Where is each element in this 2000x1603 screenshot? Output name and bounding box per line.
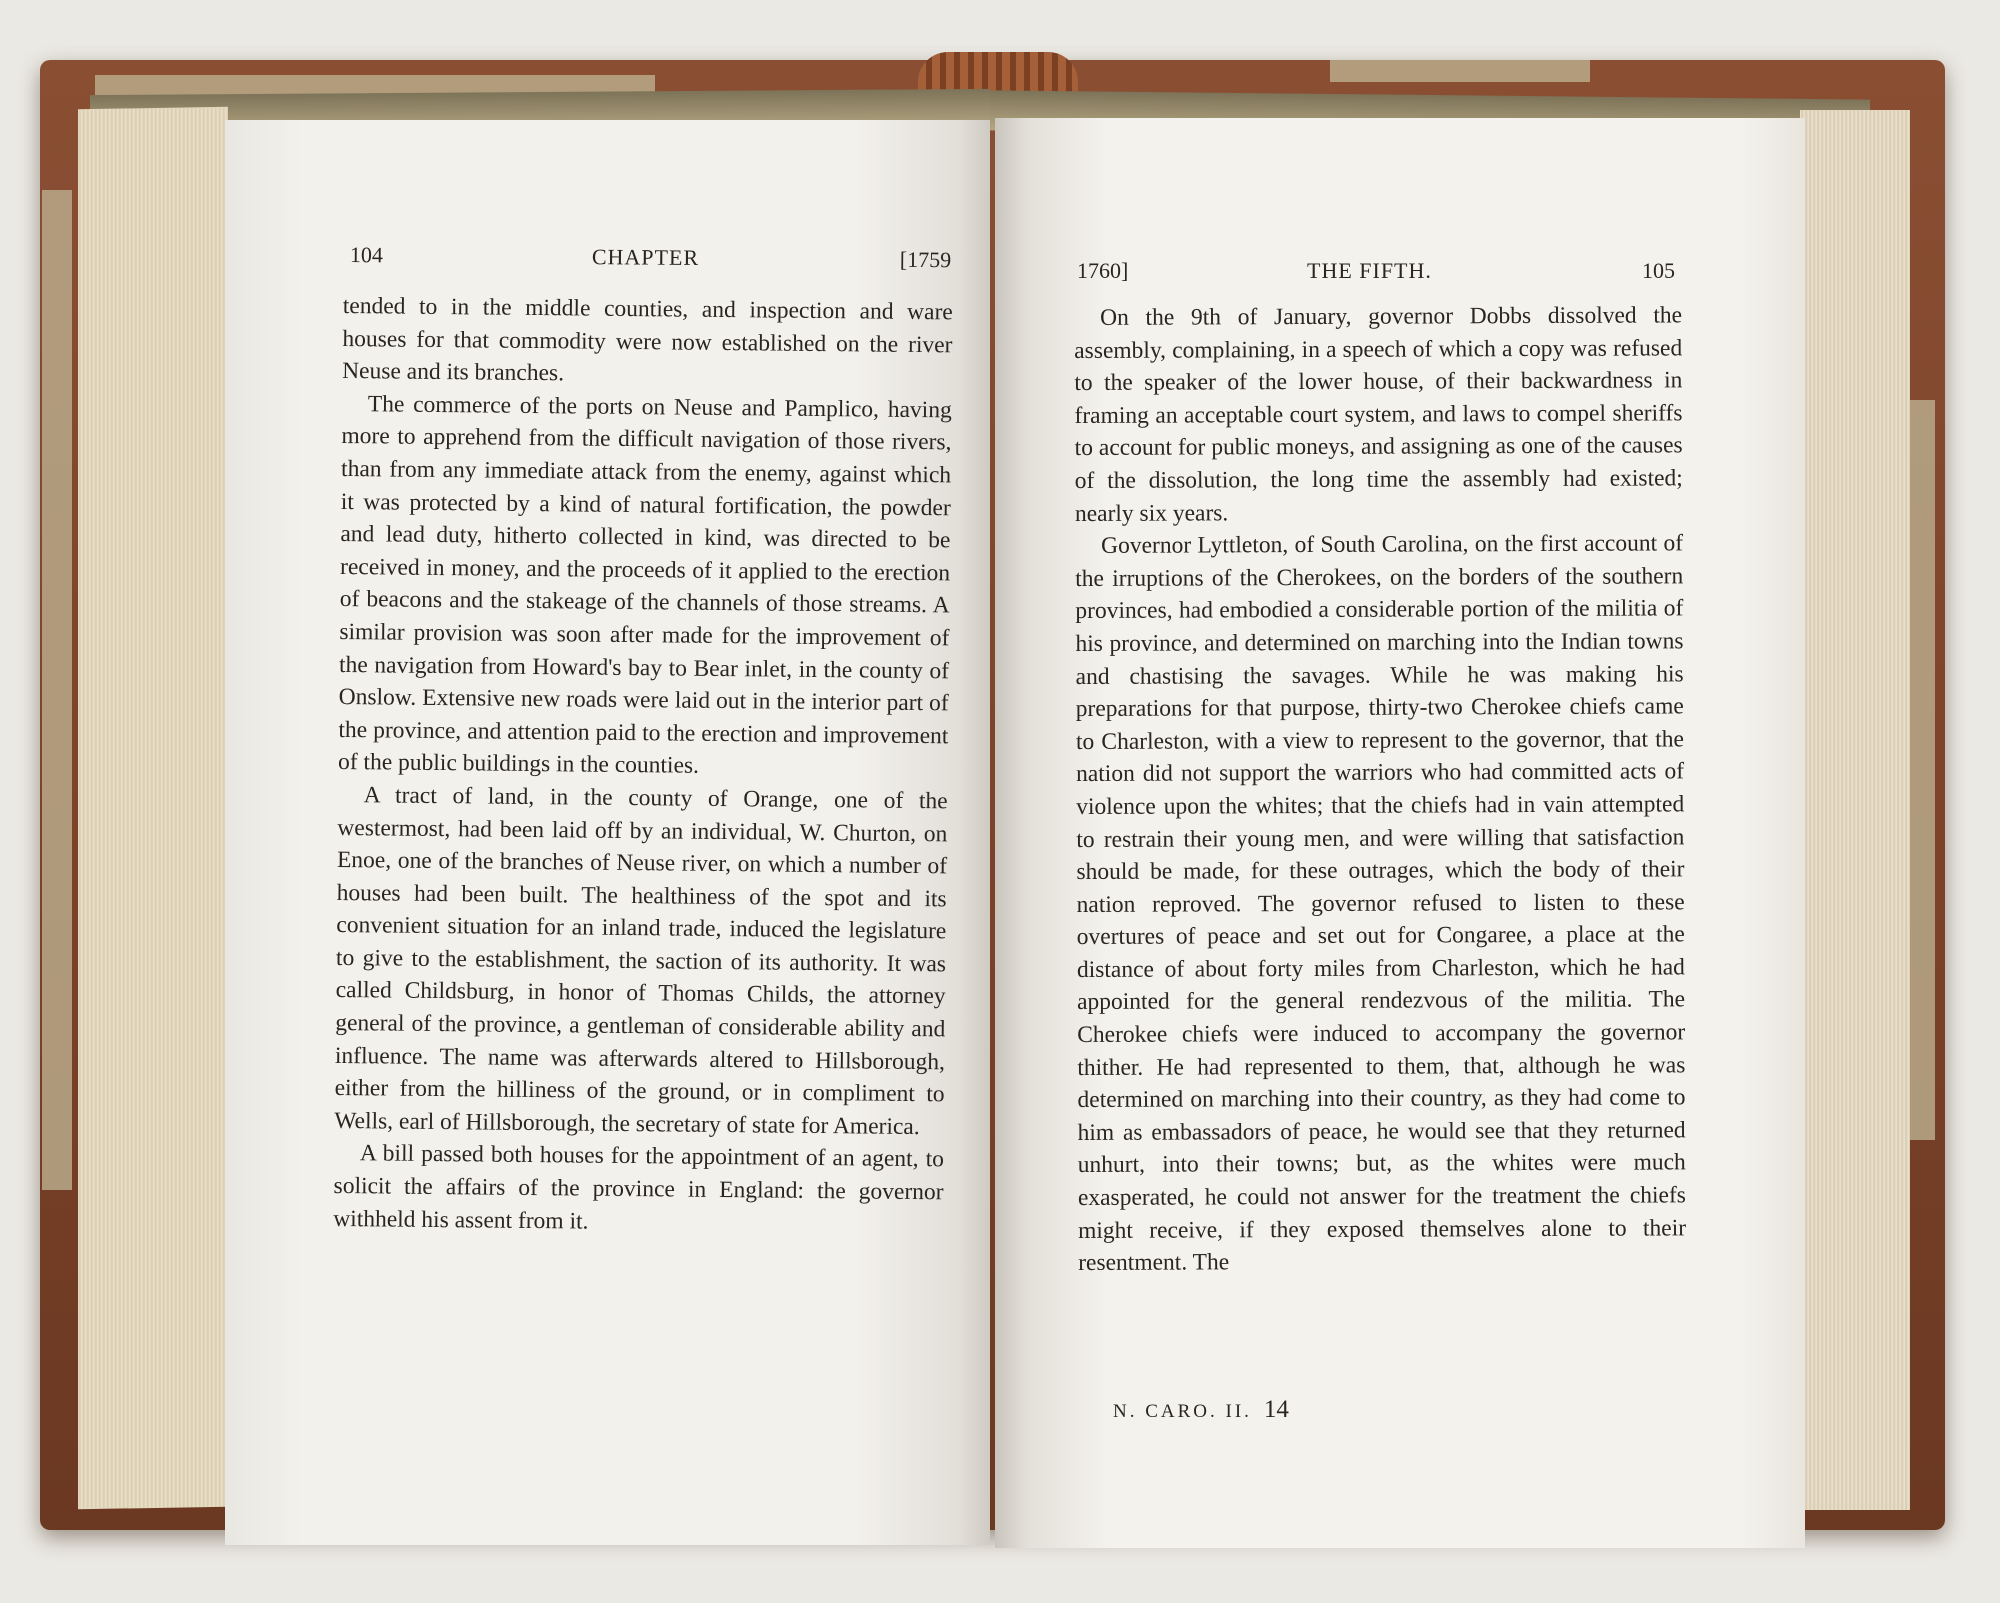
right-page-year: 1760] bbox=[1077, 258, 1129, 283]
paragraph: On the 9th of January, governor Dobbs dissolved the assembly, complaining, in a speech of which a copy was refused to the speaker of the lower house, of their backwardness in framing an acceptable court system, and laws to compel sheriffs to account for public moneys, and assigning as one of the causes of the dissolution, the long time the assembly had existed; nearly six years. bbox=[1074, 302, 1683, 527]
left-page-year: [1759 bbox=[899, 246, 952, 273]
cover-linen-left-corner bbox=[42, 190, 72, 1190]
signature-number: 14 bbox=[1263, 1396, 1289, 1423]
right-running-title: THE FIFTH. bbox=[1307, 258, 1432, 283]
left-page-text bbox=[333, 290, 953, 1242]
paragraph: A bill passed both houses for the appointment of an agent, to solicit the affairs of the province in England: the governor withheld his assent from it. bbox=[333, 1140, 945, 1235]
page-edges-right bbox=[1800, 110, 1910, 1510]
paragraph: The commerce of the ports on Neuse and Pamplico, having more to apprehend from the difficult navigation of those rivers, than from any immediate attack from the enemy, against which it was protected by a kind of natural fortification, the powder and lead duty, hitherto collected in kind, was directed to be received in money, and the proceeds of it applied to the erection of beacons and the stakeage of the channels of those streams. A similar provision was soon after made for the improvement of the navigation from Howard's bay to Bear inlet, in the county of Onslow. Extensive new roads were laid out in the interior part of the province, and attention paid to the erection and improvement of the public buildings in the counties. bbox=[337, 391, 952, 780]
signature-mark bbox=[1113, 1396, 1289, 1424]
signature-text: N. CARO. II. bbox=[1113, 1401, 1252, 1422]
right-page-header bbox=[1077, 258, 1681, 298]
paragraph: A tract of land, in the county of Orange, one of the westermost, had been laid off by an individual, W. Churton, on Enoe, one of the branches of Neuse river, on which a number of houses had been built. The healthiness of the spot and its convenient situation for an inland trade, induced the legislature to give to the establishment, the saction of its authority. It was called Childsburg, in honor of Thomas Childs, the attorney general of the province, a gentleman of considerable ability and influence. The name was afterwards altered to Hillsborough, either from the hilliness of the ground, or in compliment to Wells, earl of Hillsborough, the secretary of state for America. bbox=[334, 782, 948, 1140]
left-page-header bbox=[350, 242, 960, 287]
paragraph: tended to in the middle counties, and inspection and ware houses for that commodity were now established on the river Neuse and its branches. bbox=[342, 292, 953, 387]
left-running-title: CHAPTER bbox=[591, 244, 700, 271]
left-page-number: 104 bbox=[349, 242, 383, 268]
page-edges-left bbox=[78, 107, 228, 1510]
right-page-number: 105 bbox=[1642, 258, 1675, 283]
right-page-text bbox=[1074, 299, 1686, 1279]
paragraph: Governor Lyttleton, of South Carolina, on the first account of the irruptions of the Cherokees, on the borders of the southern provinces, had embodied a considerable portion of the militia of his province, and determined on marching into the Indian towns and chastising the savages. While he was making his preparations for that purpose, thirty-two Cherokee chiefs came to Charleston, with a view to represent to the governor, that the nation did not support the warriors who had committed acts of violence upon the whites; that the chiefs had in vain attempted to restrain their young men, and were willing that satisfaction should be made, for these outrages, which the body of their nation reproved. The governor refused to listen to these overtures of peace and set out for Congaree, a place at the distance of about forty miles from Charleston, which he had appointed for the general rendezvous of the militia. The Cherokee chiefs were induced to accompany the governor thither. He had represented to them, that, although he was determined on marching into their country, as they had come to him as embassadors of peace, he would see that they returned unhurt, into their towns; but, as the whites were much exasperated, he could not answer for the treatment the chiefs might receive, if they exposed themselves alone to their resentment. The bbox=[1075, 530, 1687, 1277]
cover-linen-top-right bbox=[1330, 60, 1590, 82]
